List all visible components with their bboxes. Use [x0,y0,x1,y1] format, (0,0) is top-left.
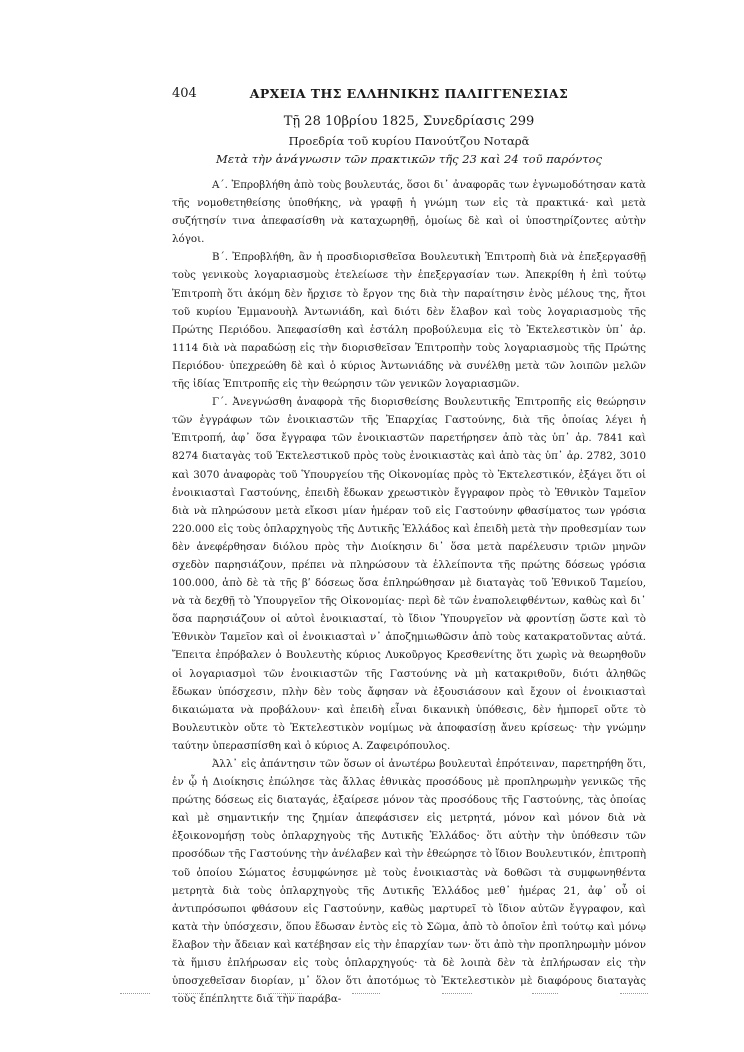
page-header [172,86,646,106]
paragraph-b: Β΄. Ἐπροβλήθη, ἂν ἡ προσδιορισθεῖσα Βουλευτικὴ Ἐπιτροπὴ διὰ νὰ ἐπεξεργασθῇ τοὺς γενικοὺς λογαριασμοὺς ἐτελείωσε τὴν ἐπεξεργασίαν των. Ἀπεκρίθη ἡ ἐπὶ τούτῳ Ἐπιτροπὴ ὅτι ἀκόμη δὲν ἤρχισε τὸ ἔργον της διὰ τὴν παραίτησιν ἑνὸς μέλους της, ἤτοι τοῦ κυρίου Ἐμμανουὴλ Ἀντωνιάδη, καὶ διότι δὲν ἔλαβον καὶ τοὺς λογαριασμοὺς τῆς Πρώτης Περιόδου. Ἀπεφασίσθη καὶ ἐστάλη προβούλευμα εἰς τὸ Ἐκτελεστικὸν ὑπ᾽ ἀρ. 1114 διὰ νὰ παραδώσῃ εἰς τὴν διορισθεῖσαν Ἐπιτροπὴν τοὺς λογαριασμοὺς τῆς Πρώτης Περιόδου· ὑπεχρεώθη δὲ καὶ ὁ κύριος Ἀντωνιάδης νὰ συνέλθῃ μετὰ τῶν λοιπῶν μελῶν τῆς ἰδίας Ἐπιτροπῆς εἰς τὴν θεώρησιν τῶν γενικῶν λογαριασμῶν. [172,251,646,391]
minutes-reading-line: Μετὰ τὴν ἀνάγνωσιν τῶν πρακτικῶν τῆς 23 καὶ 24 τοῦ παρόντος [216,152,602,166]
scan-mark [532,993,558,996]
paragraph-c: Γ΄. Ἀνεγνώσθη ἀναφορὰ τῆς διορισθείσης Βουλευτικῆς Ἐπιτροπῆς εἰς θεώρησιν τῶν ἐγγράφων τῶν ἐνοικιαστῶν τῆς Ἐπαρχίας Γαστούνης, διὰ τῆς ὁποίας λέγει ἡ Ἐπιτροπή, ἀφ᾽ ὅσα ἔγγραφα τῶν ἐνοικιαστῶν παρετήρησεν ἀπὸ τὰς ὑπ᾽ ἀρ. 7841 καὶ 8274 διαταγὰς τοῦ Ἐκτελεστικοῦ πρὸς τοὺς ἐνοικιαστὰς καὶ ἀπὸ τὰς ὑπ᾽ ἀρ. 2782, 3010 καὶ 3070 ἀναφορὰς τοῦ Ὑπουργείου τῆς Οἰκονομίας πρὸς τὸ Ἐκτελεστικόν, ἐξάγει ὅτι οἱ ἐνοικιασταὶ Γαστούνης, ἐπειδὴ ἔδωκαν χρεωστικὸν ἔγγραφον πρὸς τὸ Ἐθνικὸν Ταμεῖον διὰ νὰ πληρώσουν μετὰ εἴκοσι μίαν ἡμέραν τοῦ εἰς Γαστούνην φθασίματος των γρόσια 220.000 εἰς τοὺς ὁπλαρχηγοὺς τῆς Δυτικῆς Ἑλλάδος καὶ ἐπειδὴ μετὰ τὴν προθεσμίαν των δὲν ἀνεφέρθησαν διόλου πρὸς τὴν Διοίκησιν δι᾽ ὅσα μετὰ παρέλευσιν τριῶν μηνῶν σχεδὸν παρησιάζουν, πρέπει νὰ πληρώσουν τὰ ἐλλείποντα τῆς πρώτης δόσεως γρόσια 100.000, ἀπὸ δὲ τὰ τῆς βʹ δόσεως ὅσα ἐπληρώθησαν μὲ διαταγὰς τοῦ Ἐθνικοῦ Ταμείου, νὰ τὰ δεχθῇ τὸ Ὑπουργεῖον τῆς Οἰκονομίας· περὶ δὲ τῶν ἐναπολειφθέντων, καθὼς καὶ δι᾽ ὅσα παρησιάζουν οἱ αὐτοὶ ἐνοικιασταί, τὸ ἴδιον Ὑπουργεῖον νὰ φροντίσῃ ὥστε καὶ τὸ Ἐθνικὸν Ταμεῖον καὶ οἱ ἐνοικιασταὶ ν᾽ ἀποζημιωθῶσιν ἀπὸ τοὺς κατακρατοῦντας αὐτά. Ἔπειτα ἐπρόβαλεν ὁ Βουλευτὴς κύριος Λυκοῦργος Κρεσθενίτης ὅτι χωρὶς νὰ θεωρηθοῦν οἱ λογαριασμοὶ τῶν ἐνοικιαστῶν τῆς Γαστούνης νὰ μὴ κατακριθοῦν, διότι ἀληθῶς ἔδωκαν ὑπόσχεσιν, πλὴν δὲν τοὺς ἄφησαν νὰ ἐξουσιάσουν καὶ ἔχουν οἱ ἐνοικιασταὶ δικαιώματα νὰ προβάλουν· καὶ ἐπειδὴ εἶναι δικανικὴ ὑπόθεσις, δὲν ἠμπορεῖ οὔτε τὸ Βουλευτικὸν οὔτε τὸ Ἐκτελεστικὸν νομίμως νὰ ἀποφασίσῃ ἄνευ κρίσεως· τὴν γνώμην ταύτην ὑπερασπίσθη καὶ ὁ κύριος Α. Ζαφειρόπουλος. [172,396,646,752]
running-title: ΑΡΧΕΙΑ ΤΗΣ ΕΛΛΗΝΙΚΗΣ ΠΑΛΙΓΓΕΝΕΣΙΑΣ [249,86,569,101]
paragraph-d: Ἀλλ᾽ εἰς ἀπάντησιν τῶν ὅσων οἱ ἀνωτέρω βουλευταὶ ἐπρότειναν, παρετηρήθη ὅτι, ἐν ᾧ ἡ Διοίκησις ἐπώλησε τὰς ἄλλας ἐθνικὰς προσόδους μὲ προπληρωμὴν γενικῶς τῆς πρώτης δόσεως εἰς διαταγάς, ἐξαίρεσε μόνον τὰς προσόδους τῆς Γαστούνης, τὰς ὁποίας καὶ μὲ σημαντικήν της ζημίαν ἀπεφάσισεν εἰς μετρητά, μόνον καὶ μόνον διὰ νὰ ἐξοικονομήσῃ τοὺς ὁπλαρχηγοὺς τῆς Δυτικῆς Ἑλλάδος· ὅτι αὐτὴν τὴν ὑπόθεσιν τῶν προσόδων τῆς Γαστούνης τὴν ἀνέλαβεν καὶ τὴν ἐθεώρησε τὸ ἴδιον Βουλευτικόν, ἐπιτροπὴ τοῦ ὁποίου Σώματος ἐσυμφώνησε μὲ τοὺς ἐνοικιαστὰς νὰ δοθῶσι τὰ συμφωνηθέντα μετρητὰ διὰ τοὺς ὁπλαρχηγοὺς τῆς Δυτικῆς Ἑλλάδος μεθ᾽ ἡμέρας 21, ἀφ᾽ οὗ οἱ ἀντιπρόσωποι φθάσουν εἰς Γαστούνην, καθὼς μαρτυρεῖ τὸ ἴδιον αὐτῶν ἔγγραφον, καὶ κατὰ τὴν ὑπόσχεσιν, ὅπου ἔδωσαν ἐντὸς εἰς τὸ Σῶμα, ἀπὸ τὸ ὁποῖον ἐπὶ τούτῳ καὶ μόνῳ ἔλαβον τὴν ἄδειαν καὶ κατέβησαν εἰς τὴν ἐπαρχίαν των· ὅτι ἀπὸ τὴν προπληρωμὴν μόνον τὰ ἥμισυ ἐπλήρωσαν εἰς τοὺς ὁπλαρχηγούς· τὰ δὲ λοιπὰ δὲν τὰ ἐπλήρωσαν εἰς τὴν ὑποσχεθεῖσαν διορίαν, μ᾽ ὅλον ὅτι ἀποτόμως τὸ Ἐκτελεστικὸν μὲ διαφόρους διαταγὰς τοὺς ἐπέπληττε διὰ τὴν παράβα- [172,758,646,1006]
body-text [172,176,646,1008]
scan-mark [620,993,648,996]
scan-mark [442,993,472,996]
presidency-line: Προεδρία τοῦ κυρίου Πανούτζου Νοταρᾶ [288,134,530,148]
scan-mark [120,993,150,996]
scan-mark [352,993,380,996]
scan-mark [270,993,302,996]
page-number: 404 [172,86,197,101]
paragraph-a: Α΄. Ἐπροβλήθη ἀπὸ τοὺς βουλευτάς, ὅσοι δι᾽ ἀναφορᾶς των ἐγνωμοδότησαν κατὰ τῆς νομοθετηθείσης ὑποθήκης, νὰ γραφῇ ἡ γνώμη των εἰς τὰ πρακτικά· καὶ μετὰ συζήτησίν τινα ἀπεφασίσθη νὰ καταχωρηθῇ, ὁμοίως δὲ καὶ οἱ ὑποστηρίζοντες αὐτὴν λόγοι. [172,179,646,246]
scan-mark [178,993,206,996]
scan-edge-marks [120,993,680,999]
session-heading: Τῇ 28 10βρίου 1825, Συνεδρίασις 299 [283,114,535,129]
